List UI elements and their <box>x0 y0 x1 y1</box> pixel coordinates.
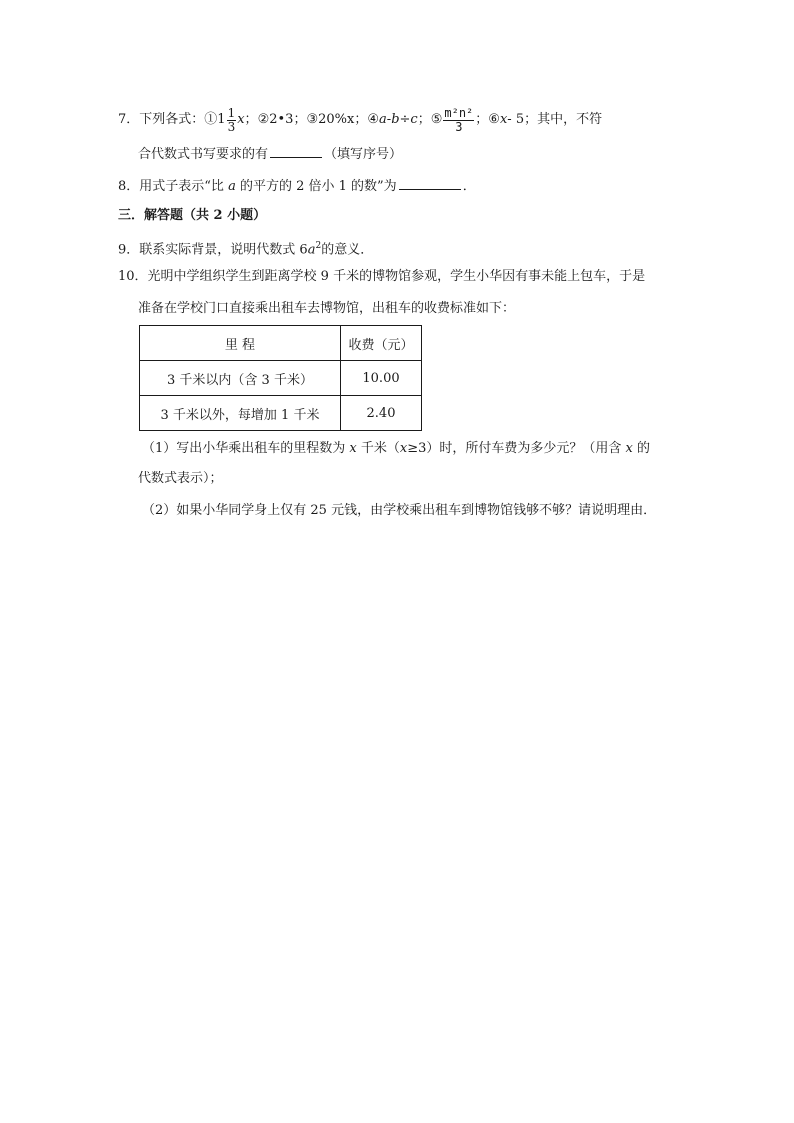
q7-item1-numerator: 1 <box>227 105 236 120</box>
q8-before: 8．用式子表示“比 <box>118 179 229 194</box>
q9-before: 9．联系实际背景，说明代数式 6 <box>118 242 308 258</box>
q7-item6-var: x <box>499 112 508 127</box>
q7-sep-2: ； <box>293 112 307 127</box>
q7-item4-b: b <box>391 112 400 127</box>
q7-item4-div: ÷ <box>399 112 411 127</box>
q7-answer-blank[interactable] <box>270 143 322 158</box>
sub1-b: 千米（ <box>356 441 400 456</box>
q7-suffix: ；其中，不符 <box>524 112 603 127</box>
q7-sep-5: ； <box>475 112 489 127</box>
q7-item5-denominator: 3 <box>455 119 463 134</box>
q7-item5-numerator: m²n² <box>444 105 474 120</box>
table-cell: 3 千米以外，每增加 1 千米 <box>140 396 341 431</box>
sub1-c: ≥3）时，所付车费为多少元？（用含 <box>407 441 626 456</box>
q9-exponent: 2 <box>315 241 322 251</box>
table-header-distance: 里 程 <box>140 326 341 361</box>
question-10-part-2: （2）如果小华同学身上仅有 25 元钱，由学校乘出租车到博物馆钱够不够？请说明理由． <box>142 503 657 518</box>
question-8 <box>118 175 476 197</box>
q8-after: ． <box>462 179 476 194</box>
q7-item6-circle: ⑥ <box>488 112 500 127</box>
sub1-d: 的 <box>632 441 651 456</box>
q8-var: a <box>228 179 236 194</box>
table-cell: 3 千米以内（含 3 千米） <box>140 361 341 396</box>
q7-item1-fraction <box>227 107 237 134</box>
question-9 <box>118 236 373 260</box>
q8-middle: 的平方的 2 倍小 1 的数”为 <box>235 179 397 194</box>
q7-item1-var: x <box>237 112 245 127</box>
q7-item4-a: a <box>379 112 387 127</box>
table-cell: 2.40 <box>341 396 422 431</box>
question-10-line-2: 准备在学校门口直接乘出租车去博物馆，出租车的收费标准如下： <box>138 301 516 316</box>
sub1-x2: x <box>399 441 408 456</box>
q7-item4-minus: - <box>386 112 392 127</box>
table-header-fee: 收费（元） <box>341 326 422 361</box>
q8-answer-blank[interactable] <box>399 175 461 190</box>
q7-sep-4: ； <box>417 112 431 127</box>
fare-table <box>139 325 422 431</box>
q7-item4-c: c <box>410 112 418 127</box>
sub1-x1: x <box>349 441 357 456</box>
table-cell: 10.00 <box>341 361 422 396</box>
q7-item5-circle: ⑤ <box>430 112 443 127</box>
q7-item4-circle: ④ <box>367 112 380 127</box>
q7-item5-fraction <box>443 107 474 134</box>
q9-after: 的意义． <box>321 242 374 258</box>
table-row <box>140 396 422 431</box>
q7-item6-rest: - 5 <box>507 112 525 127</box>
q7-sep-1: ； <box>244 112 258 127</box>
question-10-part-1-line-1 <box>142 439 650 459</box>
q7-line2-after: （填写序号） <box>324 147 403 162</box>
sub1-x3: x <box>625 441 633 456</box>
q7-sep-3: ； <box>354 112 368 127</box>
sub1-a: （1）写出小华乘出租车的里程数为 <box>142 441 350 456</box>
q7-item1-denominator: 3 <box>227 119 236 134</box>
q7-prefix: 7．下列各式：① <box>118 112 218 127</box>
section-3-heading: 三．解答题（共 2 小题） <box>118 208 267 223</box>
q7-item2: ②2•3 <box>257 112 294 127</box>
question-7-line-1 <box>118 105 602 135</box>
q7-item1-whole: 1 <box>217 112 226 127</box>
question-10-part-1-line-2: 代数式表示）； <box>138 471 223 486</box>
question-7-line-2 <box>138 143 402 165</box>
table-row <box>140 361 422 396</box>
q9-var: a <box>307 242 316 258</box>
q7-line2-before: 合代数式书写要求的有 <box>138 147 269 162</box>
q7-item3: ③20%x <box>306 112 355 127</box>
question-10-line-1: 10．光明中学组织学生到距离学校 9 千米的博物馆参观，学生小华因有事未能上包车，于是 <box>118 269 646 284</box>
table-header-row <box>140 326 422 361</box>
